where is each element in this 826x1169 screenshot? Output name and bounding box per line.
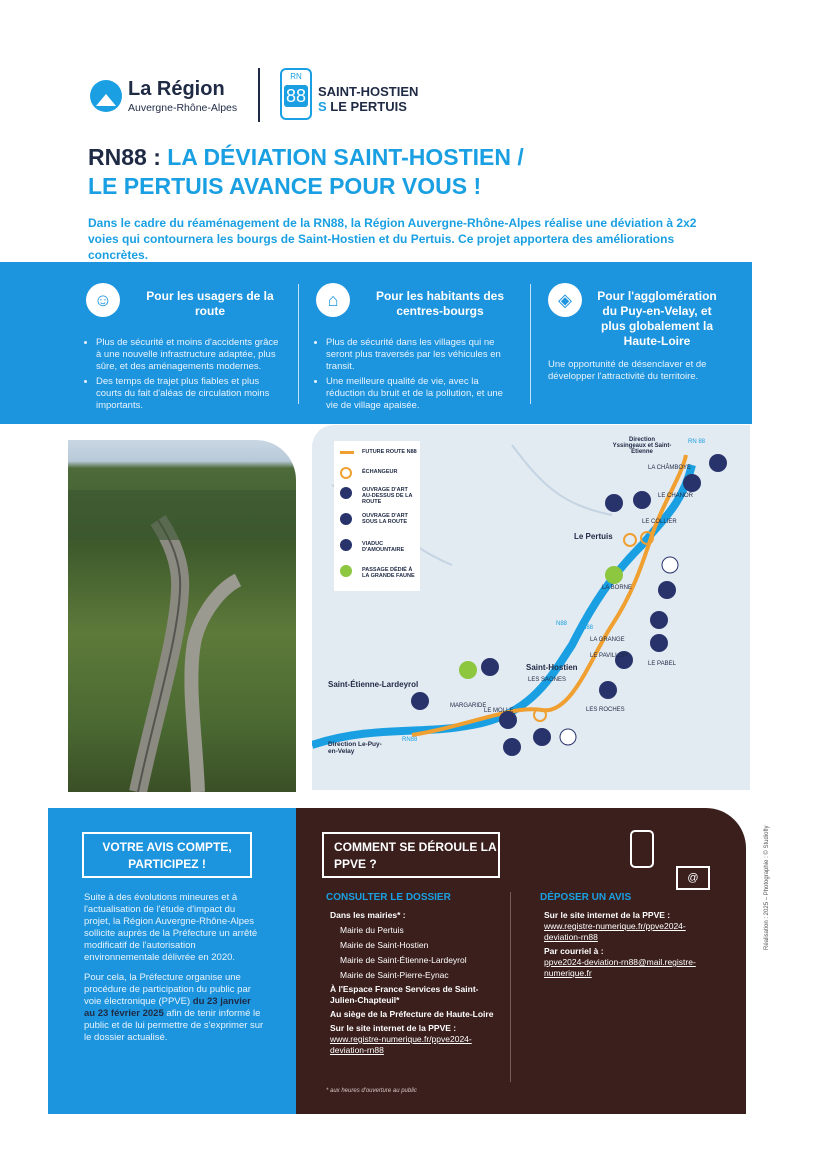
bridge-over-icon xyxy=(340,487,352,499)
map-place: LA BORNE xyxy=(602,585,633,591)
legend-item: VIADUC D'AMOUNTAIRE xyxy=(362,541,405,553)
map-place: MARGARIDE xyxy=(450,703,487,709)
site-label: Sur le site internet de la PPVE : xyxy=(330,1023,457,1033)
benefit-title: Pour l'agglomération du Puy-en-Velay, et plus globalement la Haute-Loire xyxy=(597,289,717,348)
consult-list xyxy=(324,910,504,1059)
map-legend xyxy=(334,441,420,591)
wildlife-crossing-icon xyxy=(340,565,352,577)
participation-p2-end: afin de tenir informé le public et de lui permettre de s'exprimer sur le dossier actualisé. xyxy=(84,1008,264,1043)
benefit-divider xyxy=(298,284,299,404)
map-place: LA CHÂMBOYE xyxy=(648,465,692,471)
map-place: LE PABEL xyxy=(648,661,676,667)
map-le-pertuis: Le Pertuis xyxy=(574,532,613,541)
legend-item: OUVRAGE D'ART AU-DESSUS DE LA ROUTE xyxy=(362,487,413,505)
region-title: La Région xyxy=(128,78,225,100)
ppve-panel xyxy=(296,808,746,1114)
benefit-body: Une opportunité de désenclaver et de développer l'attractivité du territoire. xyxy=(548,359,707,382)
participation-p1: Suite à des évolutions mineures et à l'actualisation de l'étude d'impact du projet, la Région Auvergne-Rhône-Alpes sollicite auprès de la Préfecture un arrêté modificatif de l'autorisation environnementale délivrée en 2020. xyxy=(84,892,258,963)
map-place: LE MOLLE xyxy=(484,708,514,714)
legend-item: FUTURE ROUTE N88 xyxy=(362,449,417,455)
page-title-line-2: LE PERTUIS AVANCE POUR VOUS ! xyxy=(88,173,482,199)
benefit-bullet: • Plus de sécurité dans les villages qui ne seront plus traversés par les véhicules en transit. xyxy=(326,337,516,373)
rn88-badge xyxy=(280,68,312,120)
map-saint-hostien: Saint-Hostien xyxy=(526,663,578,672)
consult-link[interactable]: www.registre-numerique.fr/ppve2024-deviation-rn88 xyxy=(330,1034,472,1055)
title-accent: LA DÉVIATION SAINT-HOSTIEN / xyxy=(167,144,524,170)
participation-dates: du 23 janvier au 23 février 2025 xyxy=(84,996,251,1019)
driver-icon: ☺ xyxy=(86,283,120,317)
rn-badge-top: RN xyxy=(290,72,302,81)
mairie-item: Mairie de Saint-Hostien xyxy=(340,940,429,950)
map-place: LE CHANOR xyxy=(658,493,694,499)
map-direction-north: Direction Yssingeaux et Saint-Étienne xyxy=(612,437,672,455)
map-place: LES ROCHES xyxy=(586,707,625,713)
route-map xyxy=(312,425,750,790)
mairie-item: Mairie de Saint-Pierre-Eynac xyxy=(340,970,449,980)
legend-item: OUVRAGE D'ART SOUS LA ROUTE xyxy=(362,513,408,525)
project-line-1: SAINT-HOSTIEN xyxy=(318,84,419,99)
footnote: * aux heures d'ouverture au public xyxy=(326,1088,417,1094)
smartphone-icon xyxy=(630,830,654,868)
mairie-item: Mairie de Saint-Étienne-Lardeyrol xyxy=(340,955,467,965)
project-name xyxy=(318,84,418,114)
region-subtitle: Auvergne-Rhône-Alpes xyxy=(128,102,238,114)
viaduct-icon xyxy=(340,539,352,551)
map-saint-etienne-lardeyrol: Saint-Étienne-Lardeyrol xyxy=(328,680,419,689)
map-road-label: RN88 xyxy=(402,737,418,743)
dep-site-label: Sur le site internet de la PPVE : xyxy=(544,910,671,920)
benefit-divider xyxy=(530,284,531,404)
espace-item: À l'Espace France Services de Saint-Julien-Chapteuil* xyxy=(330,984,479,1005)
dep-mail-label: Par courriel à : xyxy=(544,946,604,956)
legend-route-swatch xyxy=(340,451,354,454)
intro-paragraph: Dans le cadre du réaménagement de la RN88, la Région Auvergne-Rhône-Alpes réalise une déviation à 2x2 voies qui contournera les bourgs de Saint-Hostien et du Pertuis. Ce projet apportera des améliorations concrètes. xyxy=(88,216,697,262)
deposer-list xyxy=(538,910,718,982)
map-road-label: N88 xyxy=(582,625,594,631)
email-envelope-icon: @ xyxy=(676,866,710,890)
ppve-heading: COMMENT SE DÉROULE LA PPVE ? xyxy=(322,832,500,878)
deposer-link[interactable]: www.registre-numerique.fr/ppve2024-deviation-rn88 xyxy=(544,921,686,942)
bridge-under-icon xyxy=(340,513,352,525)
interchange-icon xyxy=(340,467,352,479)
participation-panel xyxy=(48,808,296,1114)
participation-text xyxy=(84,892,264,1044)
road-illustration xyxy=(68,440,296,792)
benefit-title: Pour les usagers de la route xyxy=(146,289,274,318)
participation-p2: Pour cela, la Préfecture organise une procédure de participation du public par voie électronique (PPVE) xyxy=(84,972,251,1007)
map-road-label: N88 xyxy=(556,621,568,627)
rn-badge-number: 88 xyxy=(285,86,307,106)
participation-heading: VOTRE AVIS COMPTE, PARTICIPEZ ! xyxy=(82,832,252,878)
ppve-divider xyxy=(510,892,511,1082)
map-place: LES SAGNES xyxy=(528,677,567,683)
map-place: LA GRANGE xyxy=(590,637,625,643)
deposer-title: DÉPOSER UN AVIS xyxy=(540,892,632,903)
siege-item: Au siège de la Préfecture de Haute-Loire xyxy=(330,1009,494,1019)
consult-title: CONSULTER LE DOSSIER xyxy=(326,892,451,903)
region-mountain-icon xyxy=(90,80,122,112)
deposer-email[interactable]: ppve2024-deviation-rn88@mail.registre-numerique.fr xyxy=(544,957,696,978)
benefit-bullet: • Des temps de trajet plus fiables et plus courts du fait d'aléas de circulation moins importants. xyxy=(96,376,286,412)
header-divider xyxy=(258,68,260,122)
benefit-body xyxy=(86,337,286,415)
house-icon: ⌂ xyxy=(316,283,350,317)
benefit-body xyxy=(316,337,516,415)
legend-item: ÉCHANGEUR xyxy=(362,469,398,475)
title-prefix: RN88 : xyxy=(88,144,168,170)
map-place: LE PAVILLON xyxy=(590,653,628,659)
benefit-bullet: • Plus de sécurité et moins d'accidents grâce à une nouvelle infrastructure adaptée, plus sûre, et des aménagements modernes. xyxy=(96,337,286,373)
mairie-item: Mairie du Pertuis xyxy=(340,925,404,935)
map-place: LE COLLIER xyxy=(642,519,677,525)
project-line-2: LE PERTUIS xyxy=(330,99,407,114)
benefit-title: Pour les habitants des centres-bourgs xyxy=(375,289,505,318)
region-logo xyxy=(90,78,250,118)
road-s-icon: S xyxy=(318,99,327,114)
map-direction-south: Direction Le-Puy-en-Velay xyxy=(328,741,382,755)
region-map-icon: ◈ xyxy=(548,283,582,317)
page-title-line-1 xyxy=(88,144,524,171)
legend-item: PASSAGE DÉDIÉ À LA GRANDE FAUNE xyxy=(362,567,415,579)
mairies-label: Dans les mairies* : xyxy=(330,910,406,920)
benefit-bullet: • Une meilleure qualité de vie, avec la réduction du bruit et de la pollution, et une vie de village apaisée. xyxy=(326,376,516,412)
map-road-label: RN 88 xyxy=(688,439,706,445)
photo-credit: Réalisation : 2025 – Photographie : © Studiofly xyxy=(764,825,770,950)
aerial-road-photo xyxy=(68,440,296,792)
